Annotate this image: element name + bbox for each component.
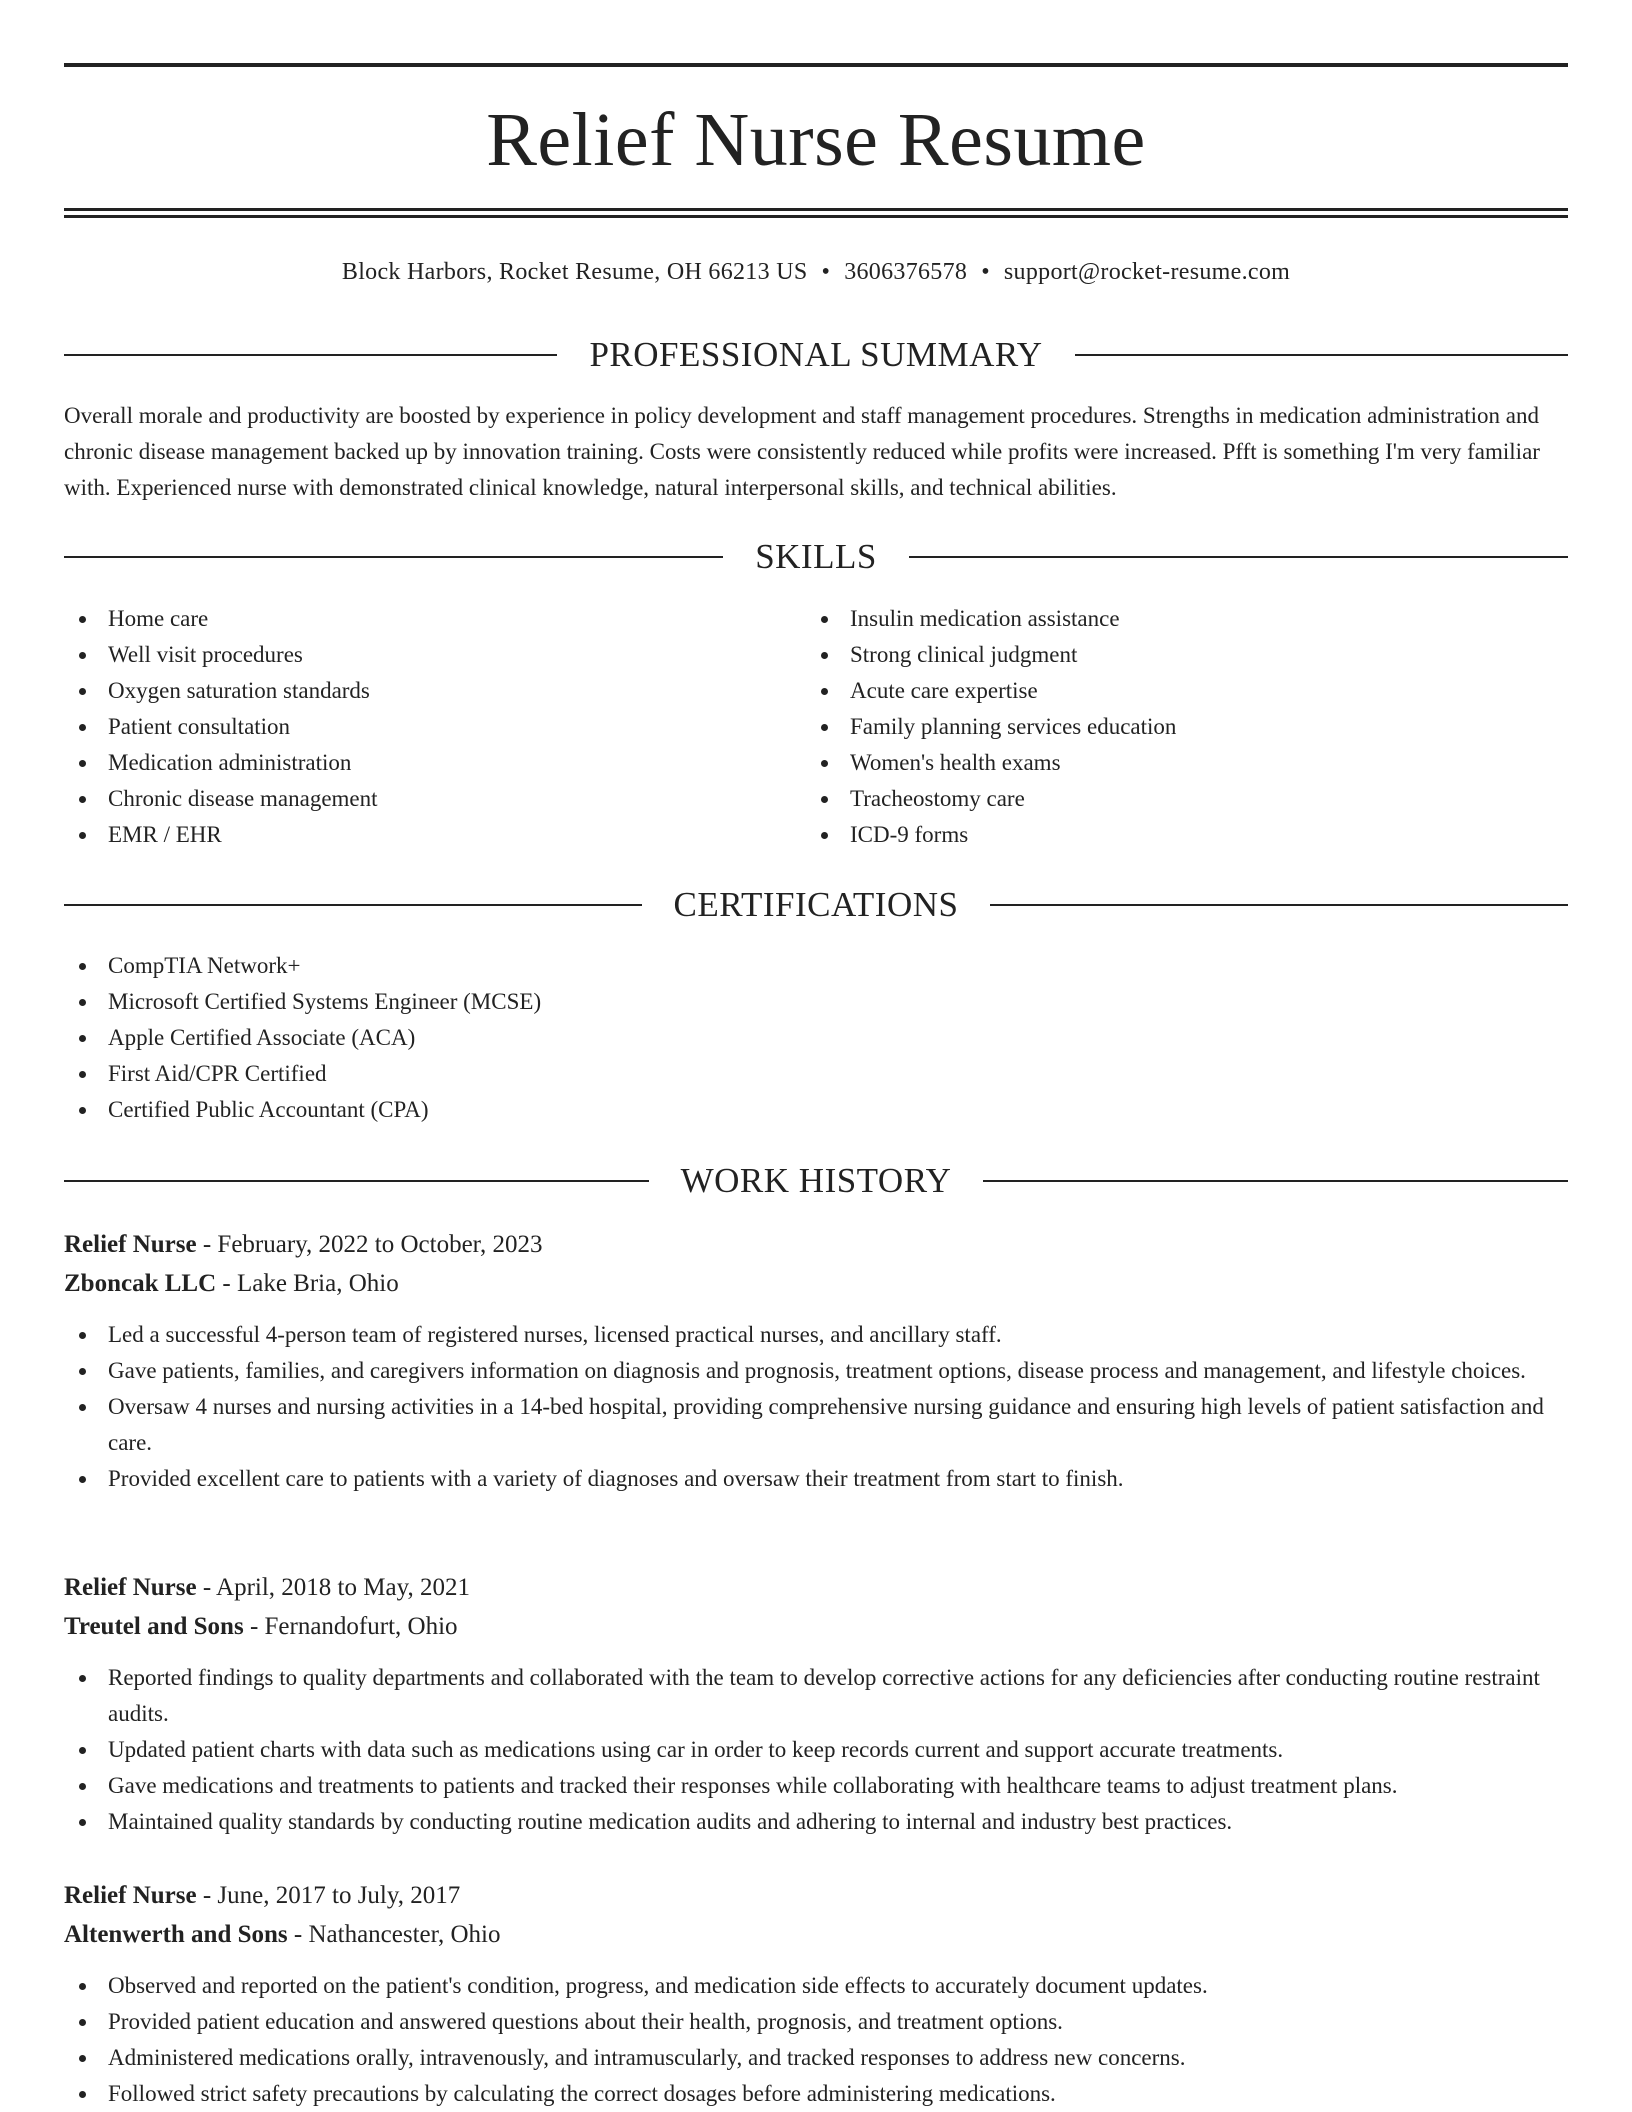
job-bullet: Reported findings to quality departments and collaborated with the team to develop corrective actions for any deficiencies after conducting routine restraint audits. bbox=[64, 1660, 1568, 1732]
skill-item: ICD-9 forms bbox=[806, 817, 1506, 853]
skill-item: EMR / EHR bbox=[64, 817, 764, 853]
contact-phone: 3606376578 bbox=[844, 259, 968, 285]
job-bullet: Observed and reported on the patient's condition, progress, and medication side effects to accurately document updates. bbox=[64, 1968, 1568, 2004]
skill-item: Tracheostomy care bbox=[806, 781, 1506, 817]
certification-item: Certified Public Accountant (CPA) bbox=[64, 1092, 1064, 1128]
certifications-list bbox=[64, 948, 1064, 1128]
section-rule bbox=[64, 354, 557, 356]
section-header-work bbox=[64, 1159, 1568, 1203]
job-bullet: Updated patient charts with data such as medications using car in order to keep records current and support accurate treatments. bbox=[64, 1732, 1568, 1768]
job-title-line bbox=[64, 1568, 1568, 1607]
job-company-line bbox=[64, 1915, 1568, 1954]
skill-item: Oxygen saturation standards bbox=[64, 673, 764, 709]
section-rule bbox=[983, 1180, 1568, 1182]
section-title-work: WORK HISTORY bbox=[680, 1161, 952, 1200]
job-bullet: Provided excellent care to patients with a variety of diagnoses and oversaw their treatment from start to finish. bbox=[64, 1461, 1568, 1497]
certification-item: First Aid/CPR Certified bbox=[64, 1056, 1064, 1092]
job-bullet: Followed strict safety precautions by calculating the correct dosages before administering medications. bbox=[64, 2076, 1568, 2112]
job-company-line bbox=[64, 1607, 1568, 1646]
job-bullet: Gave patients, families, and caregivers information on diagnosis and prognosis, treatment options, disease process and management, and lifestyle choices. bbox=[64, 1353, 1568, 1389]
skill-item: Women's health exams bbox=[806, 745, 1506, 781]
section-title-certifications: CERTIFICATIONS bbox=[673, 885, 959, 924]
job-dates: - April, 2018 to May, 2021 bbox=[196, 1574, 470, 1601]
contact-line bbox=[64, 252, 1568, 292]
section-rule bbox=[909, 556, 1568, 558]
job-title-line bbox=[64, 1225, 1568, 1264]
section-rule bbox=[64, 904, 642, 906]
job-location: - Lake Bria, Ohio bbox=[216, 1270, 399, 1297]
job-entry bbox=[64, 1568, 1568, 1840]
job-title-line bbox=[64, 1876, 1568, 1915]
skill-item: Home care bbox=[64, 601, 764, 637]
job-role: Relief Nurse bbox=[64, 1574, 197, 1601]
job-dates: - June, 2017 to July, 2017 bbox=[196, 1882, 461, 1909]
section-title-skills: SKILLS bbox=[755, 537, 877, 576]
skill-item: Chronic disease management bbox=[64, 781, 764, 817]
job-bullets bbox=[64, 1317, 1568, 1497]
certification-item: Apple Certified Associate (ACA) bbox=[64, 1020, 1064, 1056]
job-role: Relief Nurse bbox=[64, 1882, 197, 1909]
contact-address: Block Harbors, Rocket Resume, OH 66213 US bbox=[341, 259, 808, 285]
skill-item: Patient consultation bbox=[64, 709, 764, 745]
title-double-rule bbox=[64, 208, 1568, 218]
section-title-summary: PROFESSIONAL SUMMARY bbox=[589, 335, 1043, 374]
resume-title: Relief Nurse Resume bbox=[486, 98, 1146, 182]
job-entry bbox=[64, 1876, 1568, 2112]
section-rule bbox=[64, 1180, 649, 1182]
job-bullets bbox=[64, 1660, 1568, 1840]
job-company-line bbox=[64, 1264, 1568, 1303]
section-rule bbox=[1075, 354, 1568, 356]
job-bullet: Led a successful 4-person team of registered nurses, licensed practical nurses, and ancillary staff. bbox=[64, 1317, 1568, 1353]
certification-item: CompTIA Network+ bbox=[64, 948, 1064, 984]
skill-item: Insulin medication assistance bbox=[806, 601, 1506, 637]
section-header-summary bbox=[64, 333, 1568, 377]
job-entry bbox=[64, 1225, 1568, 1497]
section-rule bbox=[990, 904, 1568, 906]
job-bullet: Provided patient education and answered questions about their health, prognosis, and treatment options. bbox=[64, 2004, 1568, 2040]
skill-item: Family planning services education bbox=[806, 709, 1506, 745]
skill-item: Strong clinical judgment bbox=[806, 637, 1506, 673]
top-rule bbox=[64, 63, 1568, 67]
skill-item: Medication administration bbox=[64, 745, 764, 781]
job-location: - Fernandofurt, Ohio bbox=[243, 1613, 458, 1640]
contact-email: support@rocket-resume.com bbox=[1003, 259, 1291, 285]
job-bullets bbox=[64, 1968, 1568, 2112]
job-company: Altenwerth and Sons bbox=[64, 1921, 288, 1948]
job-bullet: Oversaw 4 nurses and nursing activities in a 14-bed hospital, providing comprehensive nursing guidance and ensuring high levels of patient satisfaction and care. bbox=[64, 1389, 1568, 1461]
job-role: Relief Nurse bbox=[64, 1231, 197, 1258]
job-company: Zboncak LLC bbox=[64, 1270, 217, 1297]
skills-list-left bbox=[64, 601, 764, 853]
job-dates: - February, 2022 to October, 2023 bbox=[196, 1231, 543, 1258]
job-bullet: Gave medications and treatments to patients and tracked their responses while collaborating with healthcare teams to adjust treatment plans. bbox=[64, 1768, 1568, 1804]
contact-separator: • bbox=[821, 259, 831, 285]
job-bullet: Administered medications orally, intravenously, and intramuscularly, and tracked responses to address new concerns. bbox=[64, 2040, 1568, 2076]
skill-item: Acute care expertise bbox=[806, 673, 1506, 709]
summary-text: Overall morale and productivity are boosted by experience in policy development and staff management procedures. Strengths in medication administration and chronic disease management backed up by innovation training. Costs were consistently reduced while profits were increased. Pfft is something I'm very familiar with. Experienced nurse with demonstrated clinical knowledge, natural interpersonal skills, and technical abilities. bbox=[64, 403, 1540, 500]
skills-list-right bbox=[806, 601, 1506, 853]
job-location: - Nathancester, Ohio bbox=[287, 1921, 501, 1948]
contact-separator: • bbox=[981, 259, 990, 285]
section-rule bbox=[64, 556, 723, 558]
skill-item: Well visit procedures bbox=[64, 637, 764, 673]
section-header-skills bbox=[64, 535, 1568, 579]
certification-item: Microsoft Certified Systems Engineer (MCSE) bbox=[64, 984, 1064, 1020]
job-bullet: Maintained quality standards by conducting routine medication audits and adhering to internal and industry best practices. bbox=[64, 1804, 1568, 1840]
job-company: Treutel and Sons bbox=[64, 1613, 244, 1640]
section-header-certifications bbox=[64, 883, 1568, 927]
